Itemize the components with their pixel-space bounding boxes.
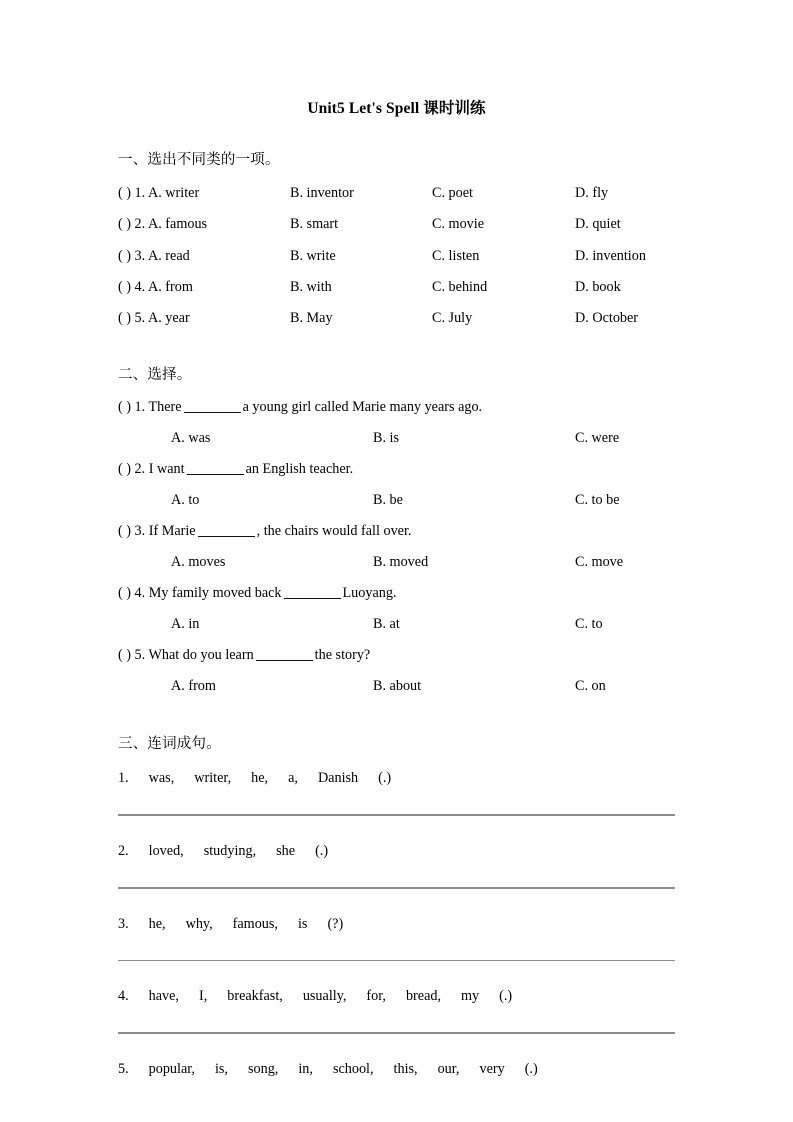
- section-3-questions: [118, 770, 675, 1078]
- option-a[interactable]: A. year: [147, 310, 190, 327]
- answer-bracket[interactable]: ( ): [118, 522, 131, 539]
- question-block: [118, 461, 675, 523]
- scramble-word: this,: [393, 1060, 418, 1077]
- scramble-word: popular,: [148, 1060, 195, 1077]
- scramble-word: in,: [298, 1060, 313, 1077]
- answer-bracket[interactable]: ( ): [118, 184, 131, 201]
- option-row: [118, 554, 675, 585]
- stem-after-blank: a young girl called Marie many years ago.: [242, 398, 483, 415]
- option-b[interactable]: B. at: [373, 615, 400, 632]
- answer-blank[interactable]: [198, 536, 255, 537]
- option-d[interactable]: D. quiet: [575, 216, 621, 233]
- scramble-punctuation: (.): [315, 842, 329, 859]
- scramble-word: have,: [148, 988, 179, 1005]
- stem-after-blank: Luoyang.: [342, 584, 397, 601]
- scramble-word: Danish: [317, 770, 359, 787]
- option-c[interactable]: C. were: [575, 429, 620, 446]
- question-block: [118, 585, 675, 647]
- answer-bracket[interactable]: ( ): [118, 584, 131, 601]
- scramble-punctuation: (.): [499, 988, 513, 1005]
- page-title: Unit5 Let's Spell 课时训练: [307, 100, 486, 117]
- list-item: [118, 916, 675, 962]
- answer-bracket[interactable]: ( ): [118, 247, 131, 264]
- stem-before-blank: There: [148, 398, 182, 415]
- question-number: 2.: [118, 842, 129, 859]
- scramble-word: my: [461, 988, 480, 1005]
- stem-after-blank: an English teacher.: [245, 460, 354, 477]
- scramble-word: bread,: [405, 988, 442, 1005]
- scramble-words: [118, 770, 675, 787]
- list-item: [118, 1061, 675, 1078]
- option-d[interactable]: D. book: [575, 278, 621, 295]
- question-number: 5.: [118, 1060, 129, 1077]
- question-number: 1.: [118, 770, 129, 787]
- question-number: 4.: [134, 278, 146, 295]
- question-block: [118, 523, 675, 585]
- scramble-word: she: [276, 842, 296, 859]
- answer-blank[interactable]: [284, 598, 341, 599]
- table-row: [118, 248, 675, 279]
- scramble-word: song,: [247, 1060, 279, 1077]
- answer-rule[interactable]: [118, 814, 675, 816]
- section-2-questions: [118, 399, 675, 709]
- option-d[interactable]: D. October: [575, 310, 639, 327]
- scramble-word: a,: [288, 770, 298, 787]
- answer-rule[interactable]: [118, 887, 675, 889]
- table-row: [118, 310, 675, 341]
- option-a[interactable]: A. famous: [147, 216, 208, 233]
- option-a[interactable]: A. to: [171, 491, 200, 508]
- scramble-punctuation: (.): [378, 770, 392, 787]
- option-b[interactable]: B. write: [290, 247, 336, 264]
- stem-before-blank: My family moved back: [148, 584, 282, 601]
- scramble-word: our,: [437, 1060, 460, 1077]
- option-c[interactable]: C. poet: [432, 184, 473, 201]
- option-c[interactable]: C. behind: [432, 278, 488, 295]
- scramble-word: usually,: [302, 988, 347, 1005]
- option-b[interactable]: B. is: [373, 429, 400, 446]
- question-block: [118, 399, 675, 461]
- scramble-punctuation: (.): [524, 1060, 538, 1077]
- answer-bracket[interactable]: ( ): [118, 398, 131, 415]
- scramble-word: for,: [366, 988, 386, 1005]
- option-c[interactable]: C. to: [575, 615, 603, 632]
- section-1-questions: [118, 185, 675, 341]
- scramble-words: [118, 1061, 675, 1078]
- table-row: [118, 216, 675, 247]
- option-a[interactable]: A. was: [171, 429, 211, 446]
- scramble-word: famous,: [232, 915, 278, 932]
- question-number: 3.: [134, 522, 146, 539]
- question-number: 2.: [134, 460, 146, 477]
- option-a[interactable]: A. read: [147, 247, 190, 264]
- stem-before-blank: What do you learn: [148, 646, 254, 663]
- option-d[interactable]: D. invention: [575, 247, 646, 264]
- option-c[interactable]: C. listen: [432, 247, 480, 264]
- option-d[interactable]: D. fly: [575, 184, 609, 201]
- option-b[interactable]: B. smart: [290, 216, 339, 233]
- scramble-word: I,: [198, 988, 208, 1005]
- scramble-words: [118, 988, 675, 1005]
- answer-bracket[interactable]: ( ): [118, 216, 131, 233]
- question-number: 5.: [134, 646, 146, 663]
- option-a[interactable]: A. moves: [171, 553, 226, 570]
- question-number: 4.: [118, 988, 129, 1005]
- option-c[interactable]: C. July: [432, 310, 473, 327]
- question-stem: [118, 461, 675, 492]
- scramble-word: writer,: [194, 770, 232, 787]
- option-a[interactable]: A. from: [171, 677, 216, 694]
- answer-blank[interactable]: [184, 412, 241, 413]
- option-row: [118, 430, 675, 461]
- stem-after-blank: the story?: [314, 646, 371, 663]
- list-item: [118, 843, 675, 889]
- option-b[interactable]: B. May: [290, 310, 333, 327]
- option-b[interactable]: B. be: [373, 491, 403, 508]
- scramble-words: [118, 843, 675, 860]
- option-b[interactable]: B. inventor: [290, 184, 354, 201]
- question-stem: [118, 585, 675, 616]
- scramble-word: school,: [332, 1060, 374, 1077]
- option-c[interactable]: C. move: [575, 553, 624, 570]
- answer-blank[interactable]: [187, 474, 244, 475]
- option-row: [118, 678, 675, 709]
- stem-before-blank: I want: [148, 460, 185, 477]
- scramble-punctuation: (?): [327, 915, 344, 932]
- question-number: 4.: [134, 584, 146, 601]
- scramble-word: he,: [148, 915, 166, 932]
- question-stem: [118, 185, 199, 202]
- option-c[interactable]: C. movie: [432, 216, 485, 233]
- question-number: 1.: [134, 184, 146, 201]
- question-stem: [118, 216, 207, 233]
- question-number: 5.: [134, 310, 146, 327]
- option-b[interactable]: B. moved: [373, 553, 429, 570]
- section-1-heading: 一、选出不同类的一项。: [118, 151, 280, 168]
- stem-after-blank: , the chairs would fall over.: [256, 522, 412, 539]
- question-stem: [118, 647, 675, 678]
- option-row: [118, 492, 675, 523]
- table-row: [118, 185, 675, 216]
- table-row: [118, 279, 675, 310]
- section-2-heading: 二、选择。: [118, 367, 192, 384]
- scramble-word: studying,: [203, 842, 257, 859]
- option-b[interactable]: B. with: [290, 278, 332, 295]
- section-3-heading: 三、连词成句。: [118, 735, 221, 752]
- stem-before-blank: If Marie: [148, 522, 196, 539]
- answer-bracket[interactable]: ( ): [118, 646, 131, 663]
- option-c[interactable]: C. on: [575, 677, 606, 694]
- option-a[interactable]: A. in: [171, 615, 200, 632]
- option-a[interactable]: A. from: [147, 278, 193, 295]
- question-stem: [118, 399, 675, 430]
- option-c[interactable]: C. to be: [575, 491, 620, 508]
- scramble-word: breakfast,: [227, 988, 283, 1005]
- scramble-word: very: [479, 1060, 505, 1077]
- question-stem: [118, 248, 190, 265]
- answer-blank[interactable]: [256, 660, 313, 661]
- answer-rule[interactable]: [118, 1032, 675, 1034]
- question-stem: [118, 279, 193, 296]
- question-block: [118, 647, 675, 709]
- question-number: 3.: [118, 915, 129, 932]
- option-b[interactable]: B. about: [373, 677, 422, 694]
- scramble-word: loved,: [148, 842, 184, 859]
- question-number: 3.: [134, 247, 146, 264]
- answer-rule[interactable]: [118, 960, 675, 962]
- answer-bracket[interactable]: ( ): [118, 310, 131, 327]
- question-number: 2.: [134, 216, 146, 233]
- option-a[interactable]: A. writer: [147, 184, 200, 201]
- scramble-words: [118, 916, 675, 933]
- scramble-word: was,: [148, 770, 175, 787]
- list-item: [118, 770, 675, 816]
- question-stem: [118, 523, 675, 554]
- scramble-word: why,: [185, 915, 213, 932]
- option-row: [118, 616, 675, 647]
- answer-bracket[interactable]: ( ): [118, 460, 131, 477]
- answer-bracket[interactable]: ( ): [118, 278, 131, 295]
- scramble-word: he,: [251, 770, 269, 787]
- question-number: 1.: [134, 398, 146, 415]
- scramble-word: is: [297, 915, 308, 932]
- list-item: [118, 988, 675, 1034]
- scramble-word: is,: [214, 1060, 228, 1077]
- question-stem: [118, 310, 190, 327]
